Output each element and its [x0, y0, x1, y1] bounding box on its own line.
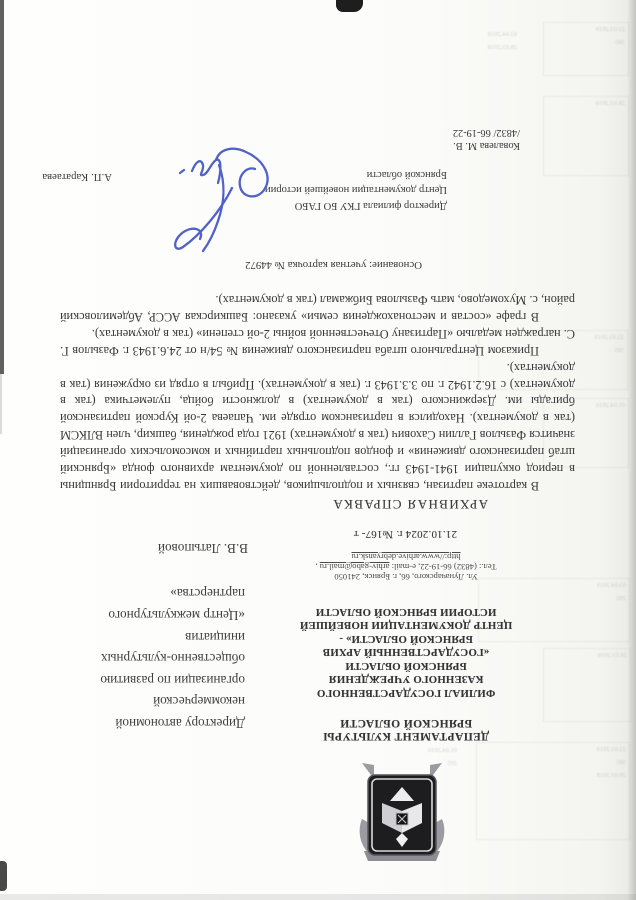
signer-position-line: Центр документации новейшей истории: [264, 184, 447, 196]
letterhead-line: ЦЕНТР ДОКУМЕНТАЦИИ НОВЕЙШЕЙ: [299, 619, 513, 632]
signer-position-line: Брянской области: [366, 168, 447, 180]
date-number-line: 21.10.2024 г. №167- т: [353, 528, 457, 540]
bleed-text: 01.04.2016: [427, 747, 457, 754]
bleed-text: 01.04.2016: [595, 402, 625, 409]
body-paragraph: В графе «состав и местонахождения семьи» указано: Башкирская АССР, Абдемиловский район, с. Мухомедово, мать Фазылова Бибжамал (так в документах).: [60, 293, 575, 324]
body-paragraph: Приказом Центрального штаба партизанского движения № 54/н от 24.6.1943 г. Фазылов Г. С. награжден медалью «Партизану Отечественной войны 2-ой степени» (так в документах).: [60, 326, 575, 358]
letterhead-line: ФИЛИАЛ ГОСУДАРСТВЕННОГО: [316, 687, 496, 699]
bleed-text: 22.03.2019: [594, 334, 624, 341]
letterhead-line: ИСТОРИИ БРЯНСКОЙ ОБЛАСТИ: [315, 606, 497, 618]
recipient-line: некоммерческой: [153, 694, 245, 710]
executor-name: Ковалева М. В.: [453, 140, 520, 151]
bleed-text: 295: [447, 760, 457, 767]
bleed-text: 28.03.2018: [596, 772, 626, 779]
bleed-text: 385: [615, 39, 625, 46]
recipient-line: партнерства»: [170, 586, 245, 602]
signer-position-line: Директор филиала ГКУ БО ГАБО: [294, 200, 447, 211]
document-body: [60, 291, 575, 494]
address-email: arhiv-gabo@mail.ru: [319, 562, 390, 573]
recipient-line: Директору автономной: [115, 716, 245, 731]
recipient-line: общественно-культурных: [101, 651, 245, 667]
signer-position: [265, 166, 447, 213]
letterhead-line: БРЯНСКОЙ ОБЛАСТИ» -: [339, 633, 473, 645]
bleed-text: 385: [614, 347, 624, 354]
address-tel: Тел.: (4832) 66-19-22, e-mail:: [389, 562, 497, 573]
address-line: [236, 561, 576, 571]
bleed-text: 03.04.2019: [596, 582, 626, 589]
body-paragraph: В картотеке партизан, связных и подпольщиков, действовавших на территории Брянщины в период оккупации 1941-1943 гг., составленной по документам архивного фонда «Брянский штаб партизанского движения» и фондов подпольных партийных и комсомольских организаций значится Фазылов Галлин Сахович (так в документах) 1921 года рождения, башкир, член ВЛКСМ (так в документах). Находился в партизанском отряде им. Чапаева 2-ой Курской партизанской бригады им. Дзержинского (так в документах) в должности бойца, пулеметчика (так в документах) с 16.2.1942 г. по 3.3.1943 г. (так в документах). Прибыл в отряд из окружения (так в документах).: [60, 360, 575, 493]
handwritten-signature: [170, 142, 280, 267]
signer-name: А.П. Каратаева: [42, 171, 112, 183]
recipient-block: [10, 583, 245, 734]
recipient-name: В.В. Латыповой: [157, 541, 248, 556]
letterhead-address: [236, 552, 576, 581]
bleed-text: 22.03.2019: [595, 26, 625, 33]
bleed-text: 295: [616, 595, 626, 602]
bleed-text: 28.03.2018: [487, 44, 517, 51]
letterhead-line: БРЯНСКОЙ ОБЛАСТИ: [345, 660, 467, 672]
letterhead-line: ДЕПАРТАМЕНТ КУЛЬТУРЫ: [322, 730, 490, 742]
address-line: Ул. Луначарского, 66, г. Брянск, 241050: [334, 572, 478, 582]
address-email-suffix: ,: [315, 562, 320, 573]
executor-phone: /4832/ 66-19-22: [452, 127, 520, 139]
bleed-text: 22.03.2019: [596, 746, 626, 753]
recipient-line: «Центр межкультурного: [108, 608, 245, 624]
letterhead-line: «ГОСУДАРСТВЕННЫЙ АРХИВ: [322, 646, 490, 659]
address-website: http://www.arhive.debryansk.ru: [351, 552, 461, 563]
executor-block: [453, 126, 520, 151]
basis-line: Основание: учетная карточка № 44972: [245, 259, 422, 271]
letterhead-line: БРЯНСКОЙ ОБЛАСТИ: [339, 716, 473, 729]
archive-emblem-icon: [354, 756, 450, 878]
bleed-text: 28.03.2018: [595, 100, 625, 107]
bleed-text: 385: [616, 759, 626, 766]
document-title: АРХИВНАЯ СПРАВКА: [332, 497, 488, 512]
recipient-line: инициатив: [185, 629, 245, 645]
bleed-text: 03.04.2019: [487, 31, 517, 38]
bleed-text: 28.03.2018: [597, 652, 627, 659]
letterhead-line: КАЗЕННОГО УЧРЕЖДЕНИЯ: [328, 673, 484, 686]
letterhead-organization: [236, 605, 576, 700]
letterhead-department: [236, 715, 576, 742]
recipient-line: организации по развитию: [100, 672, 245, 688]
